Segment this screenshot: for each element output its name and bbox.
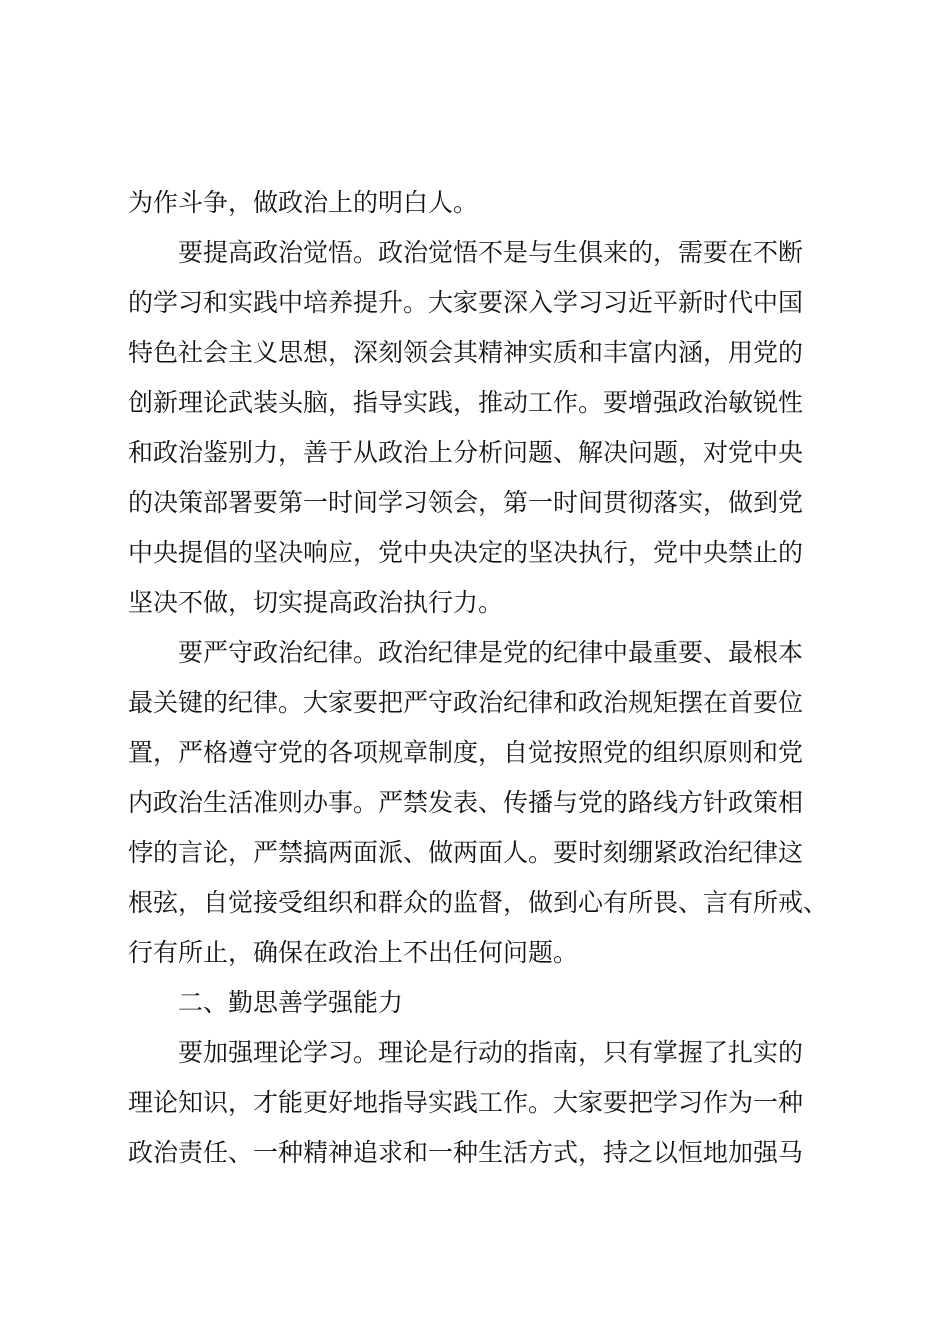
- text-line: 为作斗争，做政治上的明白人。: [128, 188, 479, 217]
- section-heading: 二、勤思善学强能力: [178, 988, 404, 1017]
- paragraph-first-line: 要严守政治纪律。政治纪律是党的纪律中最重要、最根本: [178, 638, 804, 667]
- text-line: 创新理论武装头脑，指导实践，推动工作。要增强政治敏锐性: [128, 388, 804, 417]
- text-line: 最关键的纪律。大家要把严守政治纪律和政治规矩摆在首要位: [128, 688, 804, 717]
- text-line: 内政治生活准则办事。严禁发表、传播与党的路线方针政策相: [128, 788, 804, 817]
- text-line: 置，严格遵守党的各项规章制度，自觉按照党的组织原则和党: [128, 738, 804, 767]
- text-line: 悖的言论，严禁搞两面派、做两面人。要时刻绷紧政治纪律这: [128, 838, 804, 867]
- text-line: 和政治鉴别力，善于从政治上分析问题、解决问题，对党中央: [128, 438, 804, 467]
- paragraph-first-line: 要加强理论学习。理论是行动的指南，只有掌握了扎实的: [178, 1038, 804, 1067]
- text-line: 行有所止，确保在政治上不出任何问题。: [128, 938, 579, 967]
- text-line: 的学习和实践中培养提升。大家要深入学习习近平新时代中国: [128, 288, 804, 317]
- text-line: 政治责任、一种精神追求和一种生活方式，持之以恒地加强马: [128, 1138, 804, 1167]
- text-line: 理论知识，才能更好地指导实践工作。大家要把学习作为一种: [128, 1088, 804, 1117]
- paragraph-first-line: 要提高政治觉悟。政治觉悟不是与生俱来的，需要在不断: [178, 238, 804, 267]
- text-line: 坚决不做，切实提高政治执行力。: [128, 588, 504, 617]
- text-line: 中央提倡的坚决响应，党中央决定的坚决执行，党中央禁止的: [128, 538, 804, 567]
- text-line: 特色社会主义思想，深刻领会其精神实质和丰富内涵，用党的: [128, 338, 804, 367]
- document-body: [128, 178, 838, 1178]
- text-line: 的决策部署要第一时间学习领会，第一时间贯彻落实，做到党: [128, 488, 804, 517]
- text-line: 根弦，自觉接受组织和群众的监督，做到心有所畏、言有所戒、: [128, 888, 829, 917]
